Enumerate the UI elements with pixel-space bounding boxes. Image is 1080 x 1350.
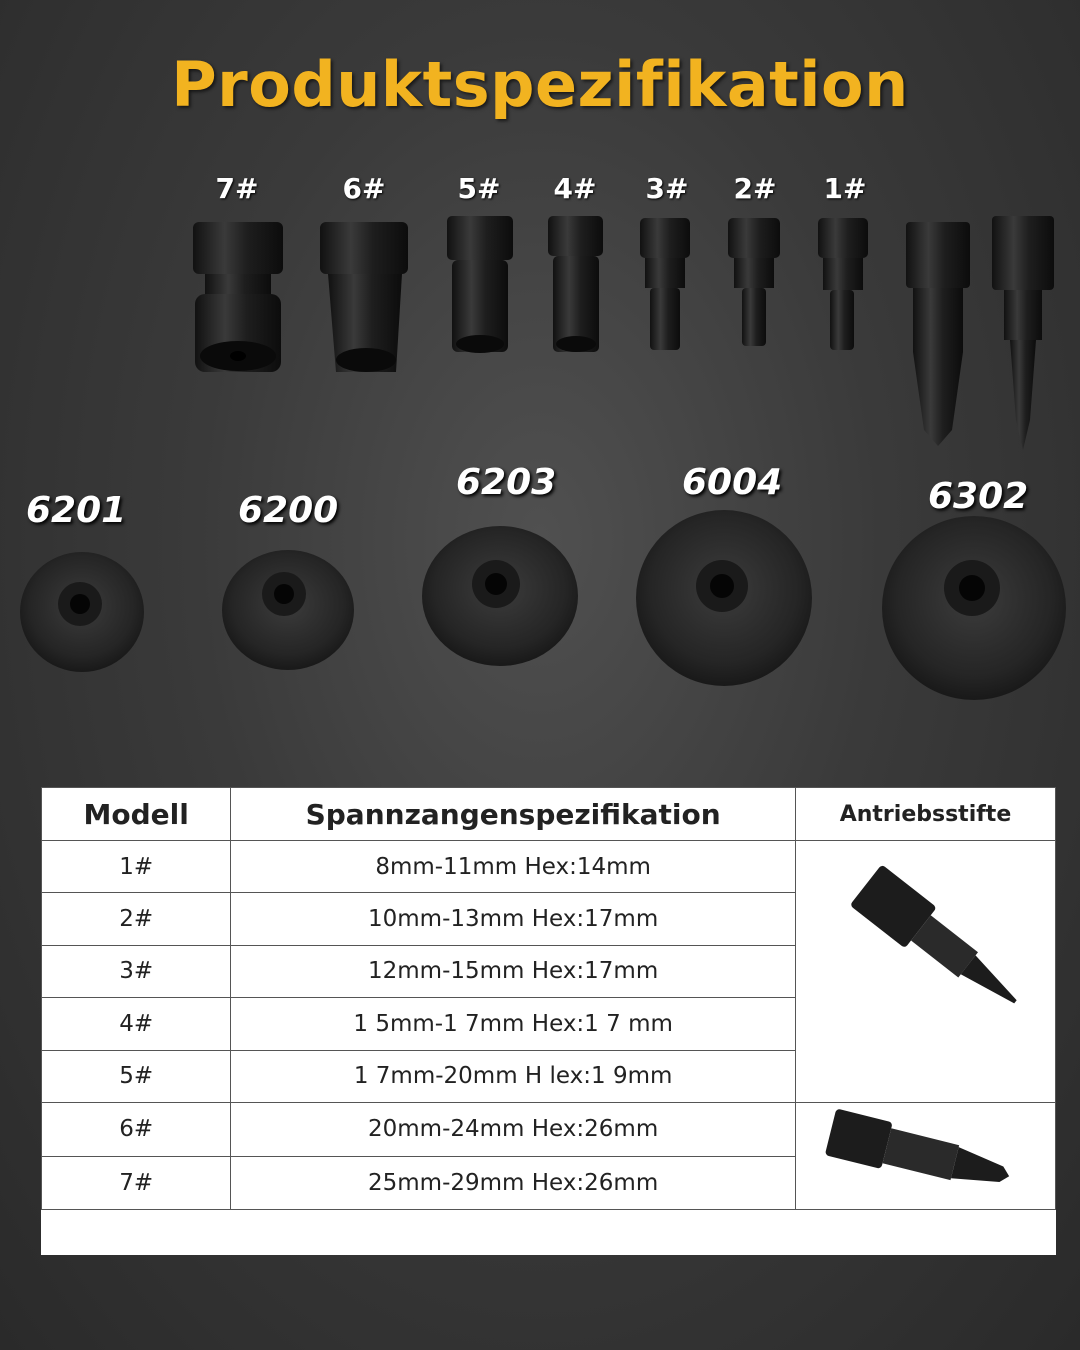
collet-5 [447, 216, 513, 353]
row-spec: 8mm-11mm Hex:14mm [231, 841, 796, 893]
collet-label-3: 3# [645, 172, 689, 205]
pins-cell-large [795, 1103, 1055, 1210]
header-spec: Spannzangenspezifikation [231, 788, 796, 841]
row-spec: 25mm-29mm Hex:26mm [231, 1156, 796, 1210]
row-model: 4# [42, 998, 231, 1050]
collet-label-6: 6# [342, 172, 386, 205]
row-spec: 1 5mm-1 7mm Hex:1 7 mm [231, 998, 796, 1050]
row-spec: 10mm-13mm Hex:17mm [231, 893, 796, 945]
disc-6004 [636, 510, 812, 686]
collet-2 [728, 218, 780, 346]
collet-label-2: 2# [733, 172, 777, 205]
row-spec: 20mm-24mm Hex:26mm [231, 1103, 796, 1157]
collet-6 [320, 222, 408, 372]
collet-7 [193, 222, 283, 372]
header-model: Modell [42, 788, 231, 841]
pins-cell-small [795, 841, 1055, 1103]
collet-4 [548, 216, 603, 352]
table-row [42, 1103, 1056, 1157]
table-row [42, 841, 1056, 893]
row-model: 7# [42, 1156, 231, 1210]
disc-label-6200: 6200 [238, 490, 339, 531]
row-spec: 12mm-15mm Hex:17mm [231, 945, 796, 997]
row-model: 6# [42, 1103, 231, 1157]
disc-label-6203: 6203 [456, 462, 557, 503]
header-pins: Antriebsstifte [795, 788, 1055, 841]
collet-label-7: 7# [215, 172, 259, 205]
row-spec: 1 7mm-20mm H lex:1 9mm [231, 1050, 796, 1102]
spec-table [41, 787, 1056, 1210]
row-model: 5# [42, 1050, 231, 1102]
disc-label-6201: 6201 [26, 490, 127, 531]
disc-6200 [222, 550, 354, 670]
table-header-row [42, 788, 1056, 841]
disc-label-6004: 6004 [682, 462, 783, 503]
collet-3 [640, 218, 690, 350]
page-title: Produktspezifikation [171, 48, 909, 121]
drive-pin-large [906, 222, 970, 446]
collet-1 [818, 218, 868, 350]
drive-pin-small [992, 216, 1054, 450]
collet-label-5: 5# [457, 172, 501, 205]
disc-6302 [882, 516, 1066, 700]
disc-label-6302: 6302 [928, 476, 1029, 517]
collet-label-1: 1# [823, 172, 867, 205]
drive-pin-small-image [796, 841, 1055, 1096]
row-model: 3# [42, 945, 231, 997]
disc-6203 [422, 526, 578, 666]
collet-label-4: 4# [553, 172, 597, 205]
drive-pin-large-image [796, 1103, 1055, 1203]
row-model: 1# [42, 841, 231, 893]
spec-table-panel [41, 787, 1056, 1255]
disc-6201 [20, 552, 144, 672]
row-model: 2# [42, 893, 231, 945]
